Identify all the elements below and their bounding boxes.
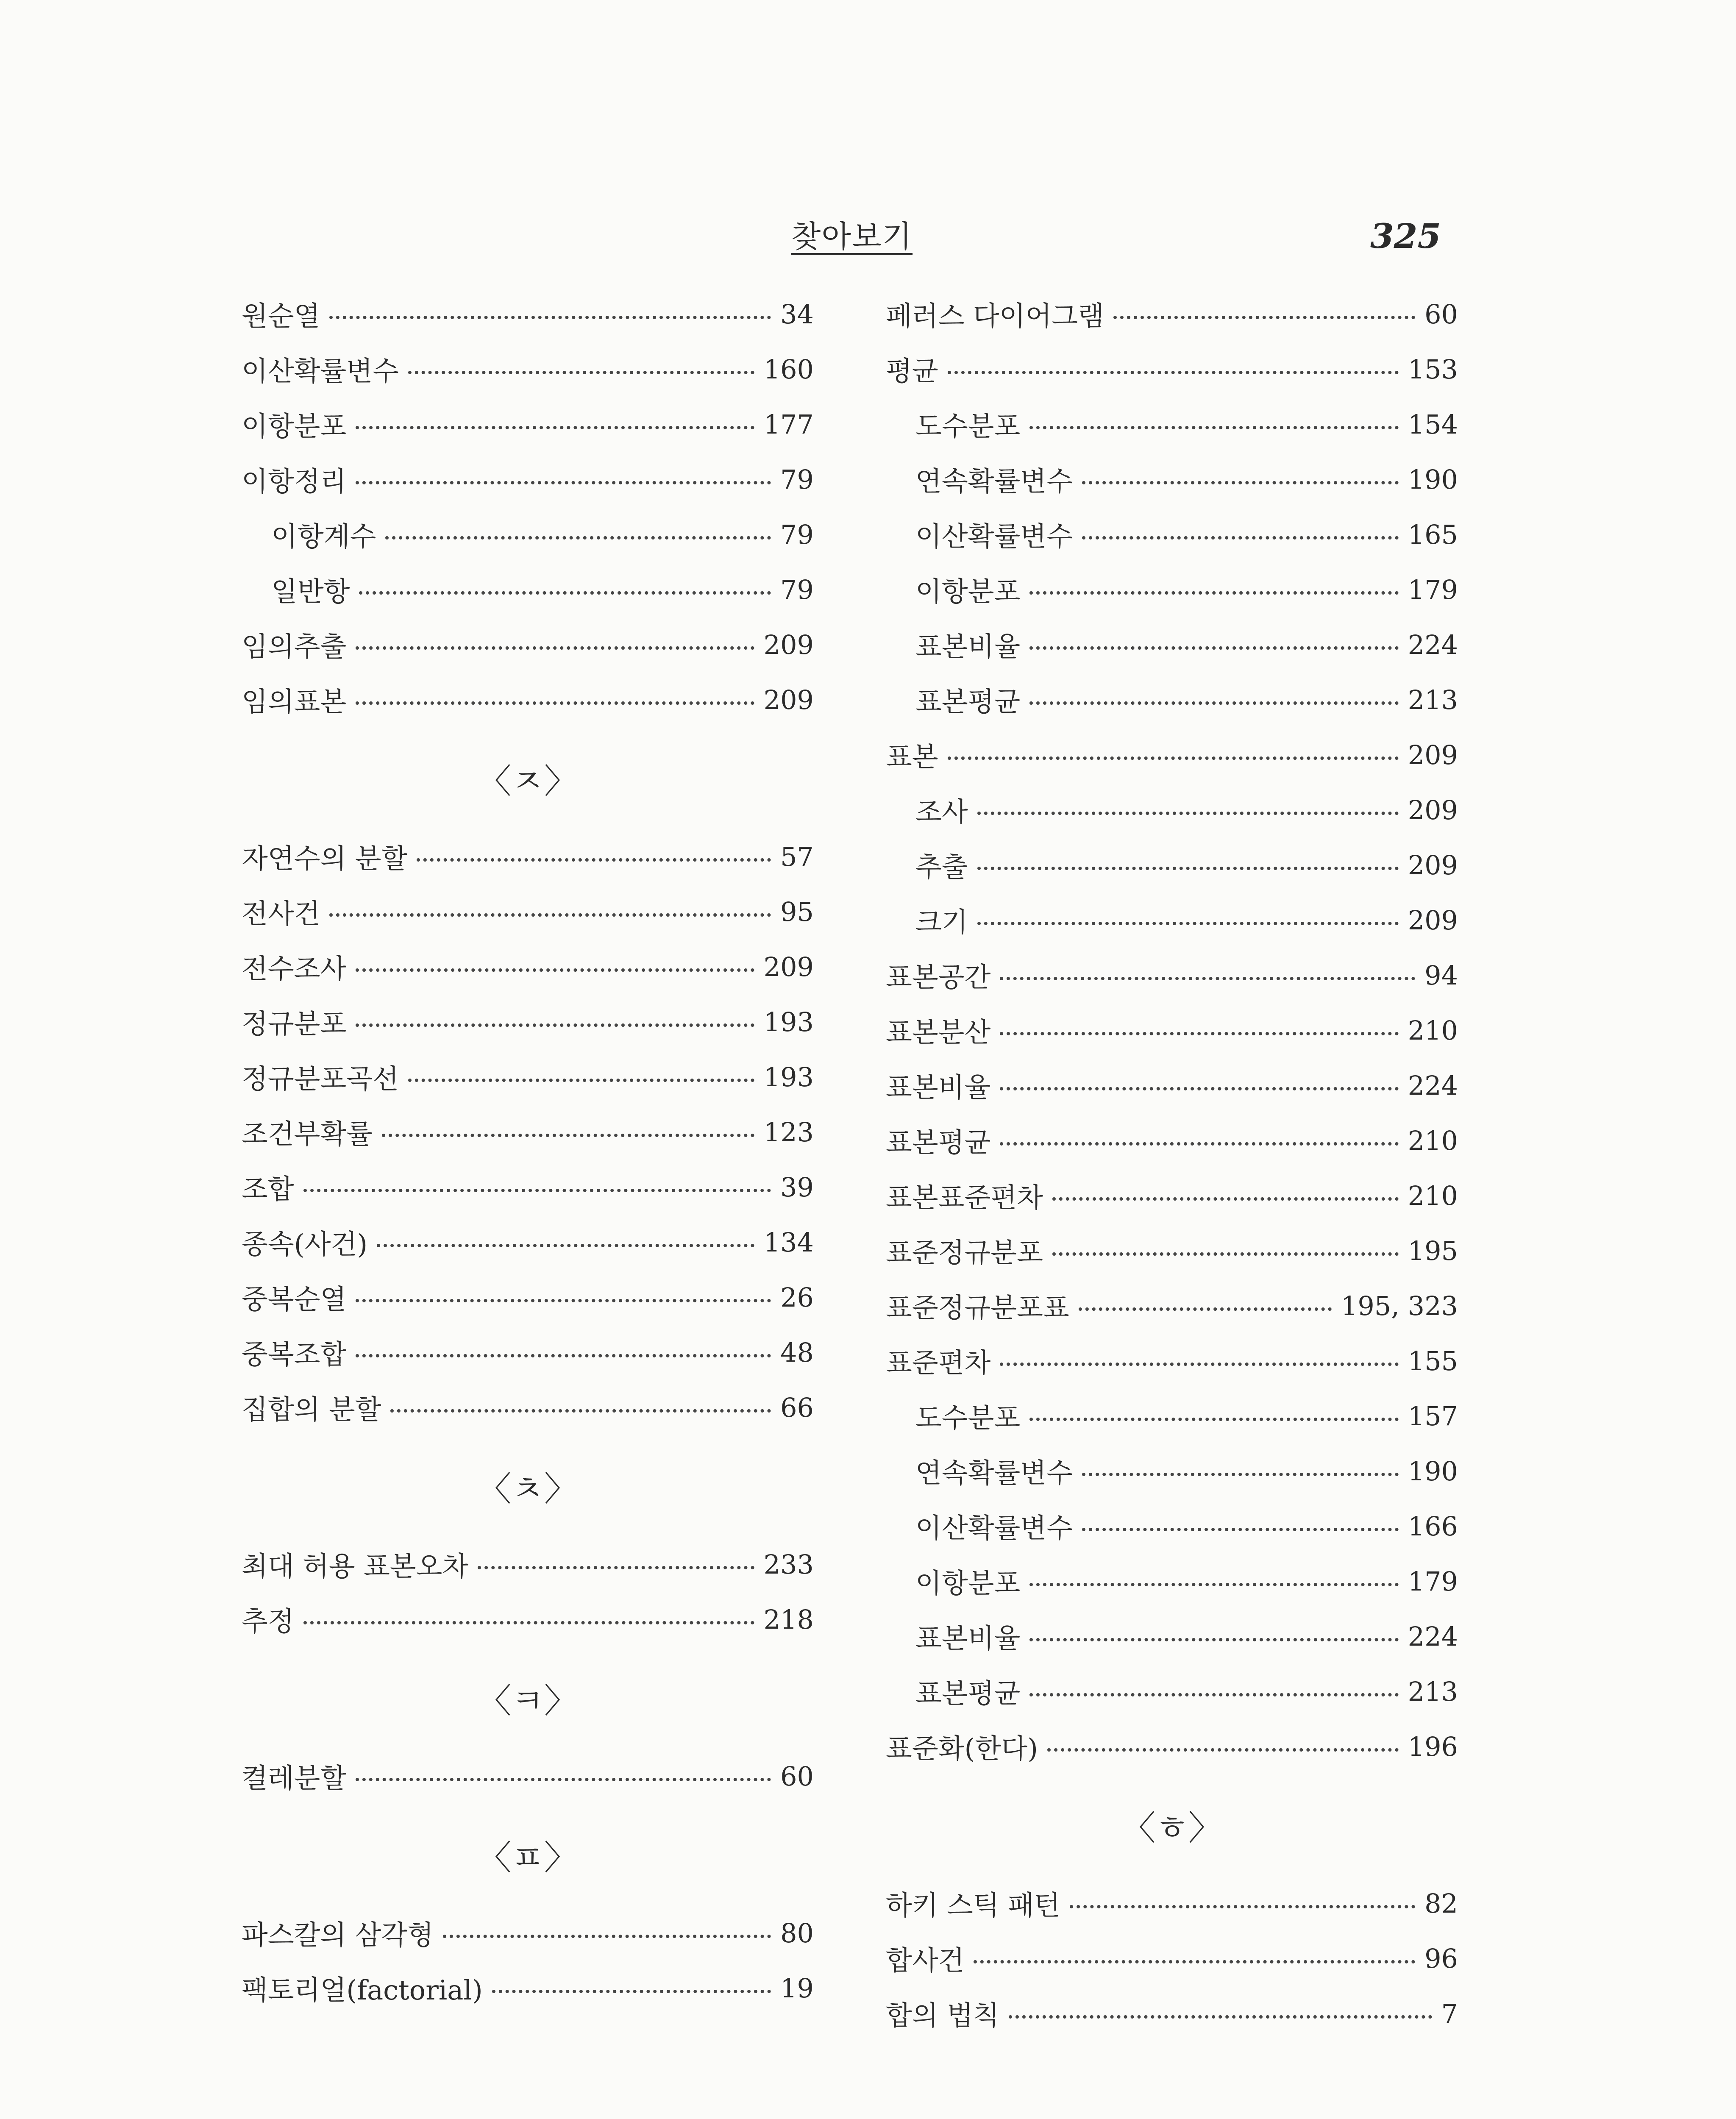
leader-dots <box>1000 1087 1398 1090</box>
index-term: 페러스 다이어그램 <box>886 301 1104 332</box>
leader-dots <box>1029 1638 1398 1641</box>
index-term: 연속확률변수 <box>915 466 1073 498</box>
index-term: 이산확률변수 <box>242 356 399 387</box>
index-term: 추출 <box>915 852 968 883</box>
index-entry <box>886 1003 1458 1058</box>
index-term: 켤레분할 <box>242 1763 347 1794</box>
leader-dots <box>948 371 1399 374</box>
leader-dots <box>1029 1418 1398 1421</box>
index-page: 79 <box>780 519 814 550</box>
index-page: 123 <box>763 1116 814 1148</box>
index-entry <box>242 1749 814 1804</box>
index-term: 표준화(한다) <box>886 1733 1038 1765</box>
index-term: 추정 <box>242 1606 294 1638</box>
index-page: 210 <box>1408 1015 1458 1046</box>
leader-dots <box>1000 1363 1398 1366</box>
leader-dots <box>356 1023 754 1027</box>
index-entry <box>242 829 814 884</box>
section-heading-ch: 〈ㅊ〉 <box>477 1469 578 1509</box>
leader-dots <box>1113 316 1415 319</box>
index-page: 190 <box>1408 1455 1458 1487</box>
index-page: 79 <box>780 574 814 605</box>
index-entry <box>242 1270 814 1325</box>
leader-dots <box>1047 1748 1399 1752</box>
index-entry <box>242 342 814 397</box>
leader-dots <box>1029 591 1398 595</box>
index-subentry <box>886 1443 1458 1499</box>
index-subentry <box>886 1664 1458 1719</box>
index-entry <box>242 397 814 452</box>
index-page: 26 <box>780 1282 814 1313</box>
index-term: 평균 <box>886 356 938 387</box>
index-page: 209 <box>1408 794 1458 826</box>
index-entry <box>886 1113 1458 1168</box>
index-term: 이항분포 <box>915 1568 1021 1599</box>
index-term: 합사건 <box>886 1945 965 1977</box>
leader-dots <box>1082 481 1399 484</box>
index-page: 60 <box>780 1760 814 1792</box>
index-term: 최대 허용 표본오차 <box>242 1551 469 1582</box>
index-subentry <box>242 507 814 562</box>
leader-dots <box>408 1079 754 1082</box>
leader-dots <box>1070 1905 1415 1908</box>
index-subentry <box>886 1499 1458 1554</box>
index-term: 이산확률변수 <box>915 521 1073 553</box>
leader-dots <box>359 591 771 595</box>
leader-dots <box>377 1244 754 1247</box>
index-term: 표본공간 <box>886 962 991 993</box>
index-subentry <box>886 1388 1458 1443</box>
index-entry <box>242 1592 814 1647</box>
index-page: 190 <box>1408 464 1458 495</box>
index-entry <box>886 1058 1458 1113</box>
leader-dots <box>417 858 771 862</box>
index-page: 209 <box>1408 849 1458 881</box>
index-term: 팩토리얼(factorial) <box>242 1975 483 2006</box>
leader-dots <box>1082 1473 1399 1476</box>
index-entry <box>242 1215 814 1270</box>
leader-dots <box>1029 646 1398 650</box>
leader-dots <box>356 646 754 650</box>
index-page: 95 <box>780 896 814 927</box>
leader-dots <box>356 1299 771 1302</box>
leader-dots <box>478 1566 754 1569</box>
index-entry <box>886 286 1458 342</box>
index-subentry <box>886 1554 1458 1609</box>
section-heading-j: 〈ㅈ〉 <box>477 761 578 801</box>
index-term: 이항분포 <box>915 576 1021 608</box>
index-subentry <box>886 562 1458 617</box>
index-page: 193 <box>763 1061 814 1093</box>
leader-dots <box>329 316 771 319</box>
leader-dots <box>977 922 1399 925</box>
index-entry <box>886 1986 1458 2041</box>
index-page: 210 <box>1408 1125 1458 1156</box>
index-page: 165 <box>1408 519 1458 550</box>
index-entry <box>886 1223 1458 1278</box>
leader-dots <box>1000 1142 1398 1146</box>
index-entry <box>242 1380 814 1435</box>
leader-dots <box>977 867 1399 870</box>
index-page: 224 <box>1408 629 1458 660</box>
index-term: 집합의 분할 <box>242 1394 381 1426</box>
leader-dots <box>356 1778 771 1781</box>
index-subentry <box>886 397 1458 452</box>
index-term: 표본평균 <box>886 1127 991 1159</box>
index-term: 이항정리 <box>242 466 347 498</box>
leader-dots <box>1029 426 1398 429</box>
index-term: 원순열 <box>242 301 320 332</box>
index-entry <box>242 617 814 672</box>
index-page: 209 <box>1408 739 1458 770</box>
index-entry <box>242 994 814 1049</box>
leader-dots <box>303 1621 754 1624</box>
index-page: 209 <box>763 629 814 660</box>
index-page: 166 <box>1408 1510 1458 1542</box>
index-entry <box>242 1960 814 2016</box>
leader-dots <box>443 1935 771 1938</box>
index-page: 34 <box>780 298 814 330</box>
leader-dots <box>974 1960 1415 1963</box>
index-page: 157 <box>1408 1400 1458 1432</box>
index-page: 160 <box>763 353 814 385</box>
index-term: 자연수의 분할 <box>242 843 408 875</box>
index-page: 218 <box>763 1604 814 1635</box>
index-entry <box>886 1168 1458 1223</box>
index-term: 표본표준편차 <box>886 1182 1043 1214</box>
index-page: 196 <box>1408 1731 1458 1762</box>
index-term: 크기 <box>915 907 968 938</box>
index-page: 213 <box>1408 684 1458 715</box>
leader-dots <box>1000 1032 1398 1035</box>
index-page: 19 <box>780 1972 814 2004</box>
index-term: 도수분포 <box>915 1403 1021 1434</box>
index-page: 233 <box>763 1549 814 1580</box>
index-page: 134 <box>763 1226 814 1258</box>
leader-dots <box>329 913 771 917</box>
index-term: 표준정규분포 <box>886 1237 1043 1269</box>
leader-dots <box>356 426 754 429</box>
index-term: 중복순열 <box>242 1284 347 1315</box>
index-page: 210 <box>1408 1180 1458 1211</box>
index-page: 224 <box>1408 1070 1458 1101</box>
index-term: 이항분포 <box>242 411 347 442</box>
leader-dots <box>385 536 771 539</box>
index-entry <box>242 1160 814 1215</box>
index-column-left <box>242 286 814 2016</box>
index-page: 94 <box>1424 959 1458 991</box>
index-term: 표본비율 <box>915 631 1021 663</box>
index-page: 79 <box>780 464 814 495</box>
index-page: 209 <box>763 684 814 715</box>
index-entry <box>242 1104 814 1160</box>
leader-dots <box>390 1409 771 1413</box>
index-page: 213 <box>1408 1676 1458 1707</box>
index-page: 193 <box>763 1006 814 1037</box>
leader-dots <box>1029 1583 1398 1586</box>
index-subentry <box>242 562 814 617</box>
index-term: 전사건 <box>242 898 320 930</box>
index-term: 표본분산 <box>886 1017 991 1048</box>
index-term: 중복조합 <box>242 1339 347 1371</box>
index-entry <box>886 1931 1458 1986</box>
index-entry <box>886 1876 1458 1931</box>
index-term: 전수조사 <box>242 954 347 985</box>
index-page: 82 <box>1424 1888 1458 1919</box>
index-term: 정규분포곡선 <box>242 1064 399 1095</box>
index-entry <box>886 342 1458 397</box>
index-page: 179 <box>1408 574 1458 605</box>
index-page: 153 <box>1408 353 1458 385</box>
index-page: 177 <box>763 409 814 440</box>
index-page: 154 <box>1408 409 1458 440</box>
index-page: 48 <box>780 1337 814 1368</box>
index-page: 179 <box>1408 1566 1458 1597</box>
index-entry <box>886 727 1458 782</box>
index-term: 하키 스틱 패턴 <box>886 1890 1060 1922</box>
index-subentry <box>886 617 1458 672</box>
index-entry <box>242 1537 814 1592</box>
index-entry <box>886 948 1458 1003</box>
index-term: 조합 <box>242 1174 294 1205</box>
section-heading-h: 〈ㅎ〉 <box>1121 1808 1222 1848</box>
index-entry <box>242 672 814 727</box>
index-column-right <box>886 286 1458 2041</box>
index-page: 96 <box>1424 1943 1458 1974</box>
index-term: 도수분포 <box>915 411 1021 442</box>
section-heading-p: 〈ㅍ〉 <box>477 1838 578 1877</box>
index-term: 표준편차 <box>886 1348 991 1379</box>
index-subentry <box>886 1609 1458 1664</box>
leader-dots <box>408 371 754 374</box>
index-entry <box>886 1333 1458 1388</box>
index-page: 209 <box>763 951 814 982</box>
index-subentry <box>886 452 1458 507</box>
index-term: 종속(사건) <box>242 1229 368 1260</box>
leader-dots <box>1029 1693 1398 1696</box>
index-subentry <box>886 782 1458 837</box>
index-term: 연속확률변수 <box>915 1458 1073 1489</box>
leader-dots <box>1009 2015 1432 2019</box>
index-entry <box>242 1325 814 1380</box>
index-page: 209 <box>1408 904 1458 936</box>
leader-dots <box>1052 1252 1399 1256</box>
leader-dots <box>1082 1528 1399 1531</box>
index-subentry <box>886 893 1458 948</box>
index-page: 80 <box>780 1917 814 1949</box>
index-term: 표본비율 <box>886 1072 991 1104</box>
leader-dots <box>948 756 1399 760</box>
index-term: 합의 법칙 <box>886 2000 999 2032</box>
index-entry <box>242 1905 814 1960</box>
index-term: 이항계수 <box>271 521 376 553</box>
leader-dots <box>356 481 771 484</box>
leader-dots <box>977 812 1399 815</box>
index-term: 파스칼의 삼각형 <box>242 1920 434 1951</box>
index-entry <box>242 452 814 507</box>
index-page: 60 <box>1424 298 1458 330</box>
index-entry <box>242 884 814 939</box>
index-subentry <box>886 507 1458 562</box>
index-page: 66 <box>780 1392 814 1423</box>
leader-dots <box>382 1134 754 1137</box>
index-subentry <box>886 837 1458 893</box>
section-heading-k: 〈ㅋ〉 <box>477 1681 578 1721</box>
index-page: 195 <box>1408 1235 1458 1266</box>
index-page: 155 <box>1408 1345 1458 1377</box>
page-number: 325 <box>1370 216 1441 256</box>
index-entry <box>886 1719 1458 1774</box>
index-term: 표본비율 <box>915 1623 1021 1655</box>
leader-dots <box>356 1354 771 1357</box>
index-entry <box>242 939 814 994</box>
index-entry <box>242 286 814 342</box>
index-entry <box>886 1278 1458 1333</box>
index-term: 일반항 <box>271 576 350 608</box>
index-term: 이산확률변수 <box>915 1513 1073 1544</box>
leader-dots <box>1052 1197 1399 1201</box>
leader-dots <box>303 1189 771 1192</box>
index-term: 표준정규분포표 <box>886 1293 1069 1324</box>
index-term: 정규분포 <box>242 1009 347 1040</box>
index-term: 조사 <box>915 797 968 828</box>
index-term: 임의표본 <box>242 687 347 718</box>
leader-dots <box>1079 1307 1332 1311</box>
leader-dots <box>356 968 754 972</box>
running-header-title: 찾아보기 <box>791 219 913 254</box>
index-term: 표본평균 <box>915 687 1021 718</box>
index-page: 224 <box>1408 1621 1458 1652</box>
leader-dots <box>1082 536 1399 539</box>
index-term: 조건부확률 <box>242 1119 373 1150</box>
index-term: 임의추출 <box>242 631 347 663</box>
leader-dots <box>492 1990 771 1993</box>
index-page: 39 <box>780 1171 814 1203</box>
index-term: 표본평균 <box>915 1678 1021 1710</box>
index-term: 표본 <box>886 742 938 773</box>
index-page: 195, 323 <box>1341 1290 1458 1321</box>
index-entry <box>242 1049 814 1104</box>
index-page: 7 <box>1441 1998 1458 2029</box>
leader-dots <box>356 701 754 705</box>
index-page: 57 <box>780 841 814 872</box>
leader-dots <box>1000 977 1415 980</box>
index-subentry <box>886 672 1458 727</box>
leader-dots <box>1029 701 1398 705</box>
